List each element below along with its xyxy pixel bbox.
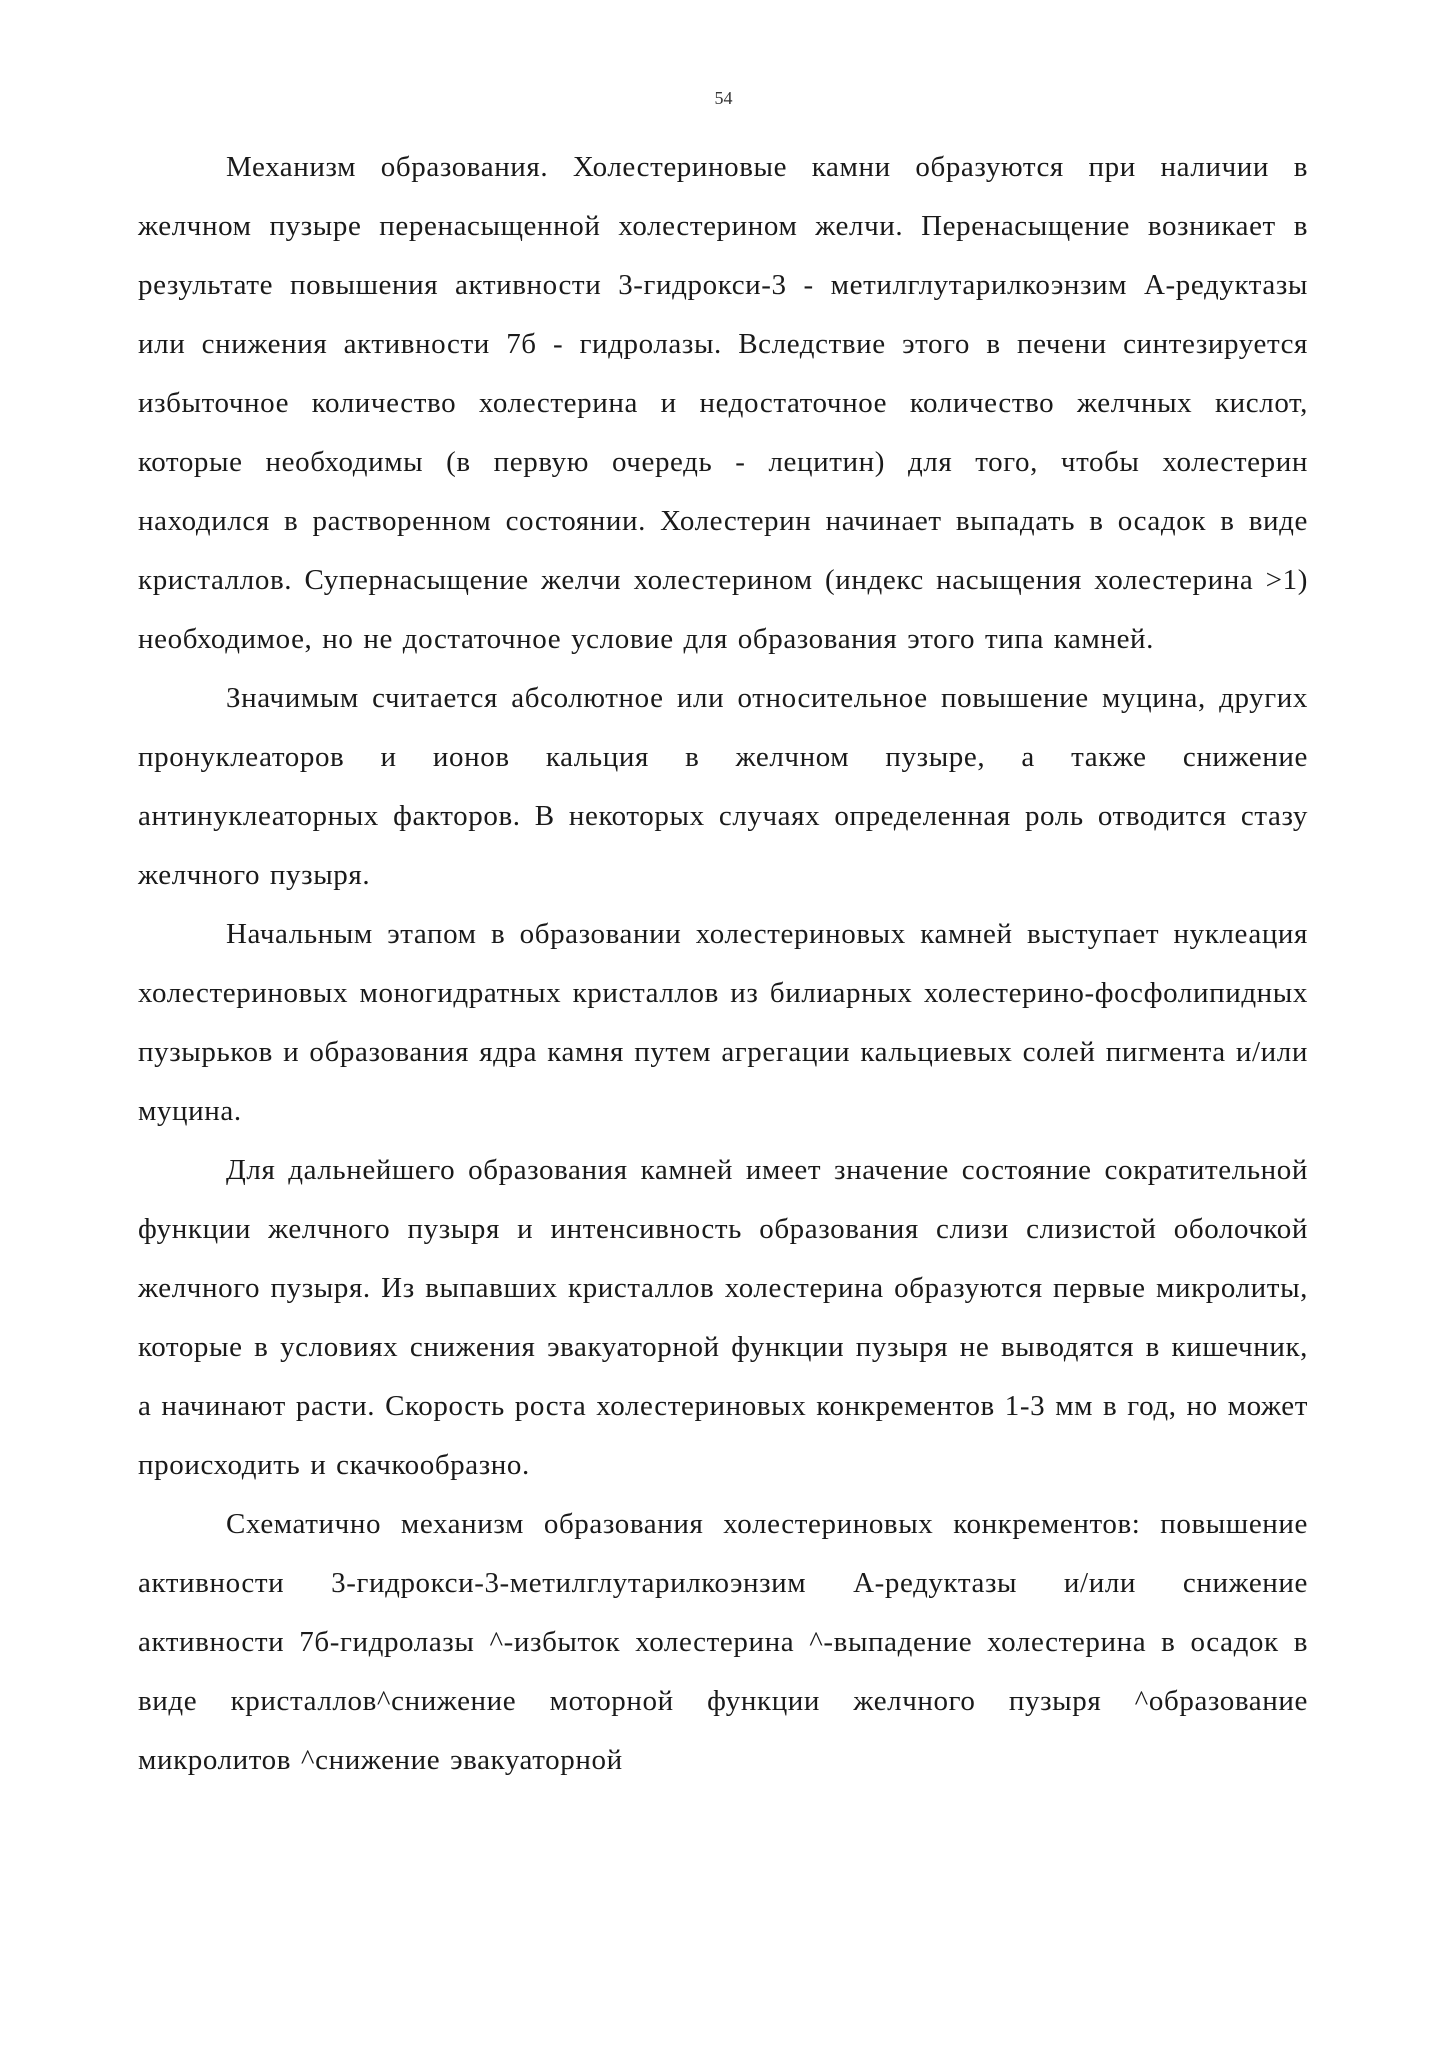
page-number: 54 <box>714 88 733 108</box>
paragraph-scheme: Схематично механизм образования холестериновых конкрементов: повышение активности 3-гидрокси-3-метилглутарилкоэнзим А-редуктазы и/или снижение активности 7б-гидролазы ^-избыток холестерина ^-выпадение холестерина в осадок в виде кристаллов^снижение моторной функции желчного пузыря ^образование микролитов ^снижение эвакуаторной <box>138 1508 1308 1776</box>
paragraph-nucleation: Начальным этапом в образовании холестериновых камней выступает нуклеация холестериновых моногидратных кристаллов из билиарных холестерино-фосфолипидных пузырьков и образования ядра камня путем агрегации кальциевых солей пигмента и/или муцина. <box>138 918 1308 1127</box>
paragraph-mechanism: Механизм образования. Холестериновые камни образуются при наличии в желчном пузыре перенасыщенной холестерином желчи. Перенасыщение возникает в результате повышения активности 3-гидрокси-3 - метилглутарилкоэнзим А-редуктазы или снижения активности 7б - гидролазы. Вследствие этого в печени синтезируется избыточное количество холестерина и недостаточное количество желчных кислот, которые необходимы (в первую очередь - лецитин) для того, чтобы холестерин находился в растворенном состоянии. Холестерин начинает выпадать в осадок в виде кристаллов. Супернасыщение желчи холестерином (индекс насыщения холестерина >1) необходимое, но не достаточное условие для образования этого типа камней. <box>138 151 1308 655</box>
paragraph-growth: Для дальнейшего образования камней имеет значение состояние сократительной функции желчного пузыря и интенсивность образования слизи слизистой оболочкой желчного пузыря. Из выпавших кристаллов холестерина образуются первые микролиты, которые в условиях снижения эвакуаторной функции пузыря не выводятся в кишечник, а начинают расти. Скорость роста холестериновых конкрементов 1-3 мм в год, но может происходить и скачкообразно. <box>138 1154 1308 1481</box>
paragraph-mucin: Значимым считается абсолютное или относительное повышение муцина, других пронуклеаторов и ионов кальция в желчном пузыре, а также снижение антинуклеаторных факторов. В некоторых случаях определенная роль отводится стазу желчного пузыря. <box>138 682 1308 891</box>
body-text <box>138 138 1308 1790</box>
